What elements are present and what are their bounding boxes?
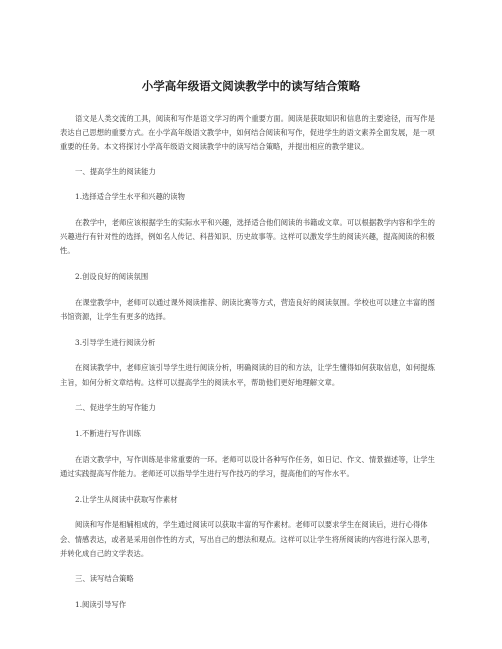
paragraph-1-2: 在课堂教学中，老师可以通过课外阅读推荐、朗读比赛等方式，营造良好的阅读氛围。学校也可以建立丰富的图书馆资源，让学生有更多的选择。 (60, 297, 435, 322)
document-title: 小学高年级语文阅读教学中的读写结合策略 (141, 79, 361, 93)
subheading-2-1: 1.不断进行写作训练 (75, 429, 141, 439)
section-heading-3: 三、读写结合策略 (75, 574, 134, 584)
paragraph-2-2: 阅读和写作是相辅相成的，学生通过阅读可以获取丰富的写作素材。老师可以要求学生在阅读后，进行心得体会、情感表达，或者是采用创作性的方式，写出自己的想法和观点。这样可以让学生将所阅读的内容进行深入思考，并转化成自己的文学表达。 (60, 520, 435, 558)
section-heading-2: 二、促进学生的写作能力 (75, 403, 156, 413)
paragraph-1-1: 在教学中，老师应该根据学生的实际水平和兴趣，选择适合他们阅读的书籍或文章。可以根据教学内容和学生的兴趣进行有针对性的选择，例如名人传记、科普知识、历史故事等。这样可以激发学生的阅读兴趣，提高阅读的积极性。 (60, 218, 435, 256)
section-heading-1: 一、提高学生的阅读能力 (75, 166, 156, 176)
subheading-1-3: 3.引导学生进行阅读分析 (75, 337, 156, 347)
paragraph-2-1: 在语文教学中，写作训练是非常重要的一环。老师可以设计各种写作任务，如日记、作文、情景描述等，让学生通过实践提高写作能力。老师还可以指导学生进行写作技巧的学习，提高他们的写作水平。 (60, 454, 435, 478)
subheading-2-2: 2.让学生从阅读中获取写作素材 (75, 494, 178, 504)
paragraph-1-3: 在阅读教学中，老师应该引导学生进行阅读分析，明确阅读的目的和方法，让学生懂得如何获取信息，如何提炼主旨，如何分析文章结构。这样可以提高学生的阅读水平，帮助他们更好地理解文章。 (60, 363, 435, 387)
subheading-1-2: 2.创设良好的阅读氛围 (75, 272, 149, 282)
subheading-1-1: 1.选择适合学生水平和兴趣的读物 (75, 192, 185, 202)
intro-paragraph: 语文是人类交流的工具，阅读和写作是语文学习的两个重要方面。阅读是获取知识和信息的主要途径，而写作是表达自己思想的重要方式。在小学高年级语文教学中，如何结合阅读和写作，促进学生的语文素养全面发展，是一项重要的任务。本文将探讨小学高年级语文阅读教学中的读写结合策略，并提出相应的教学建议。 (60, 114, 435, 152)
subheading-3-1: 1.阅读引导写作 (75, 600, 127, 610)
